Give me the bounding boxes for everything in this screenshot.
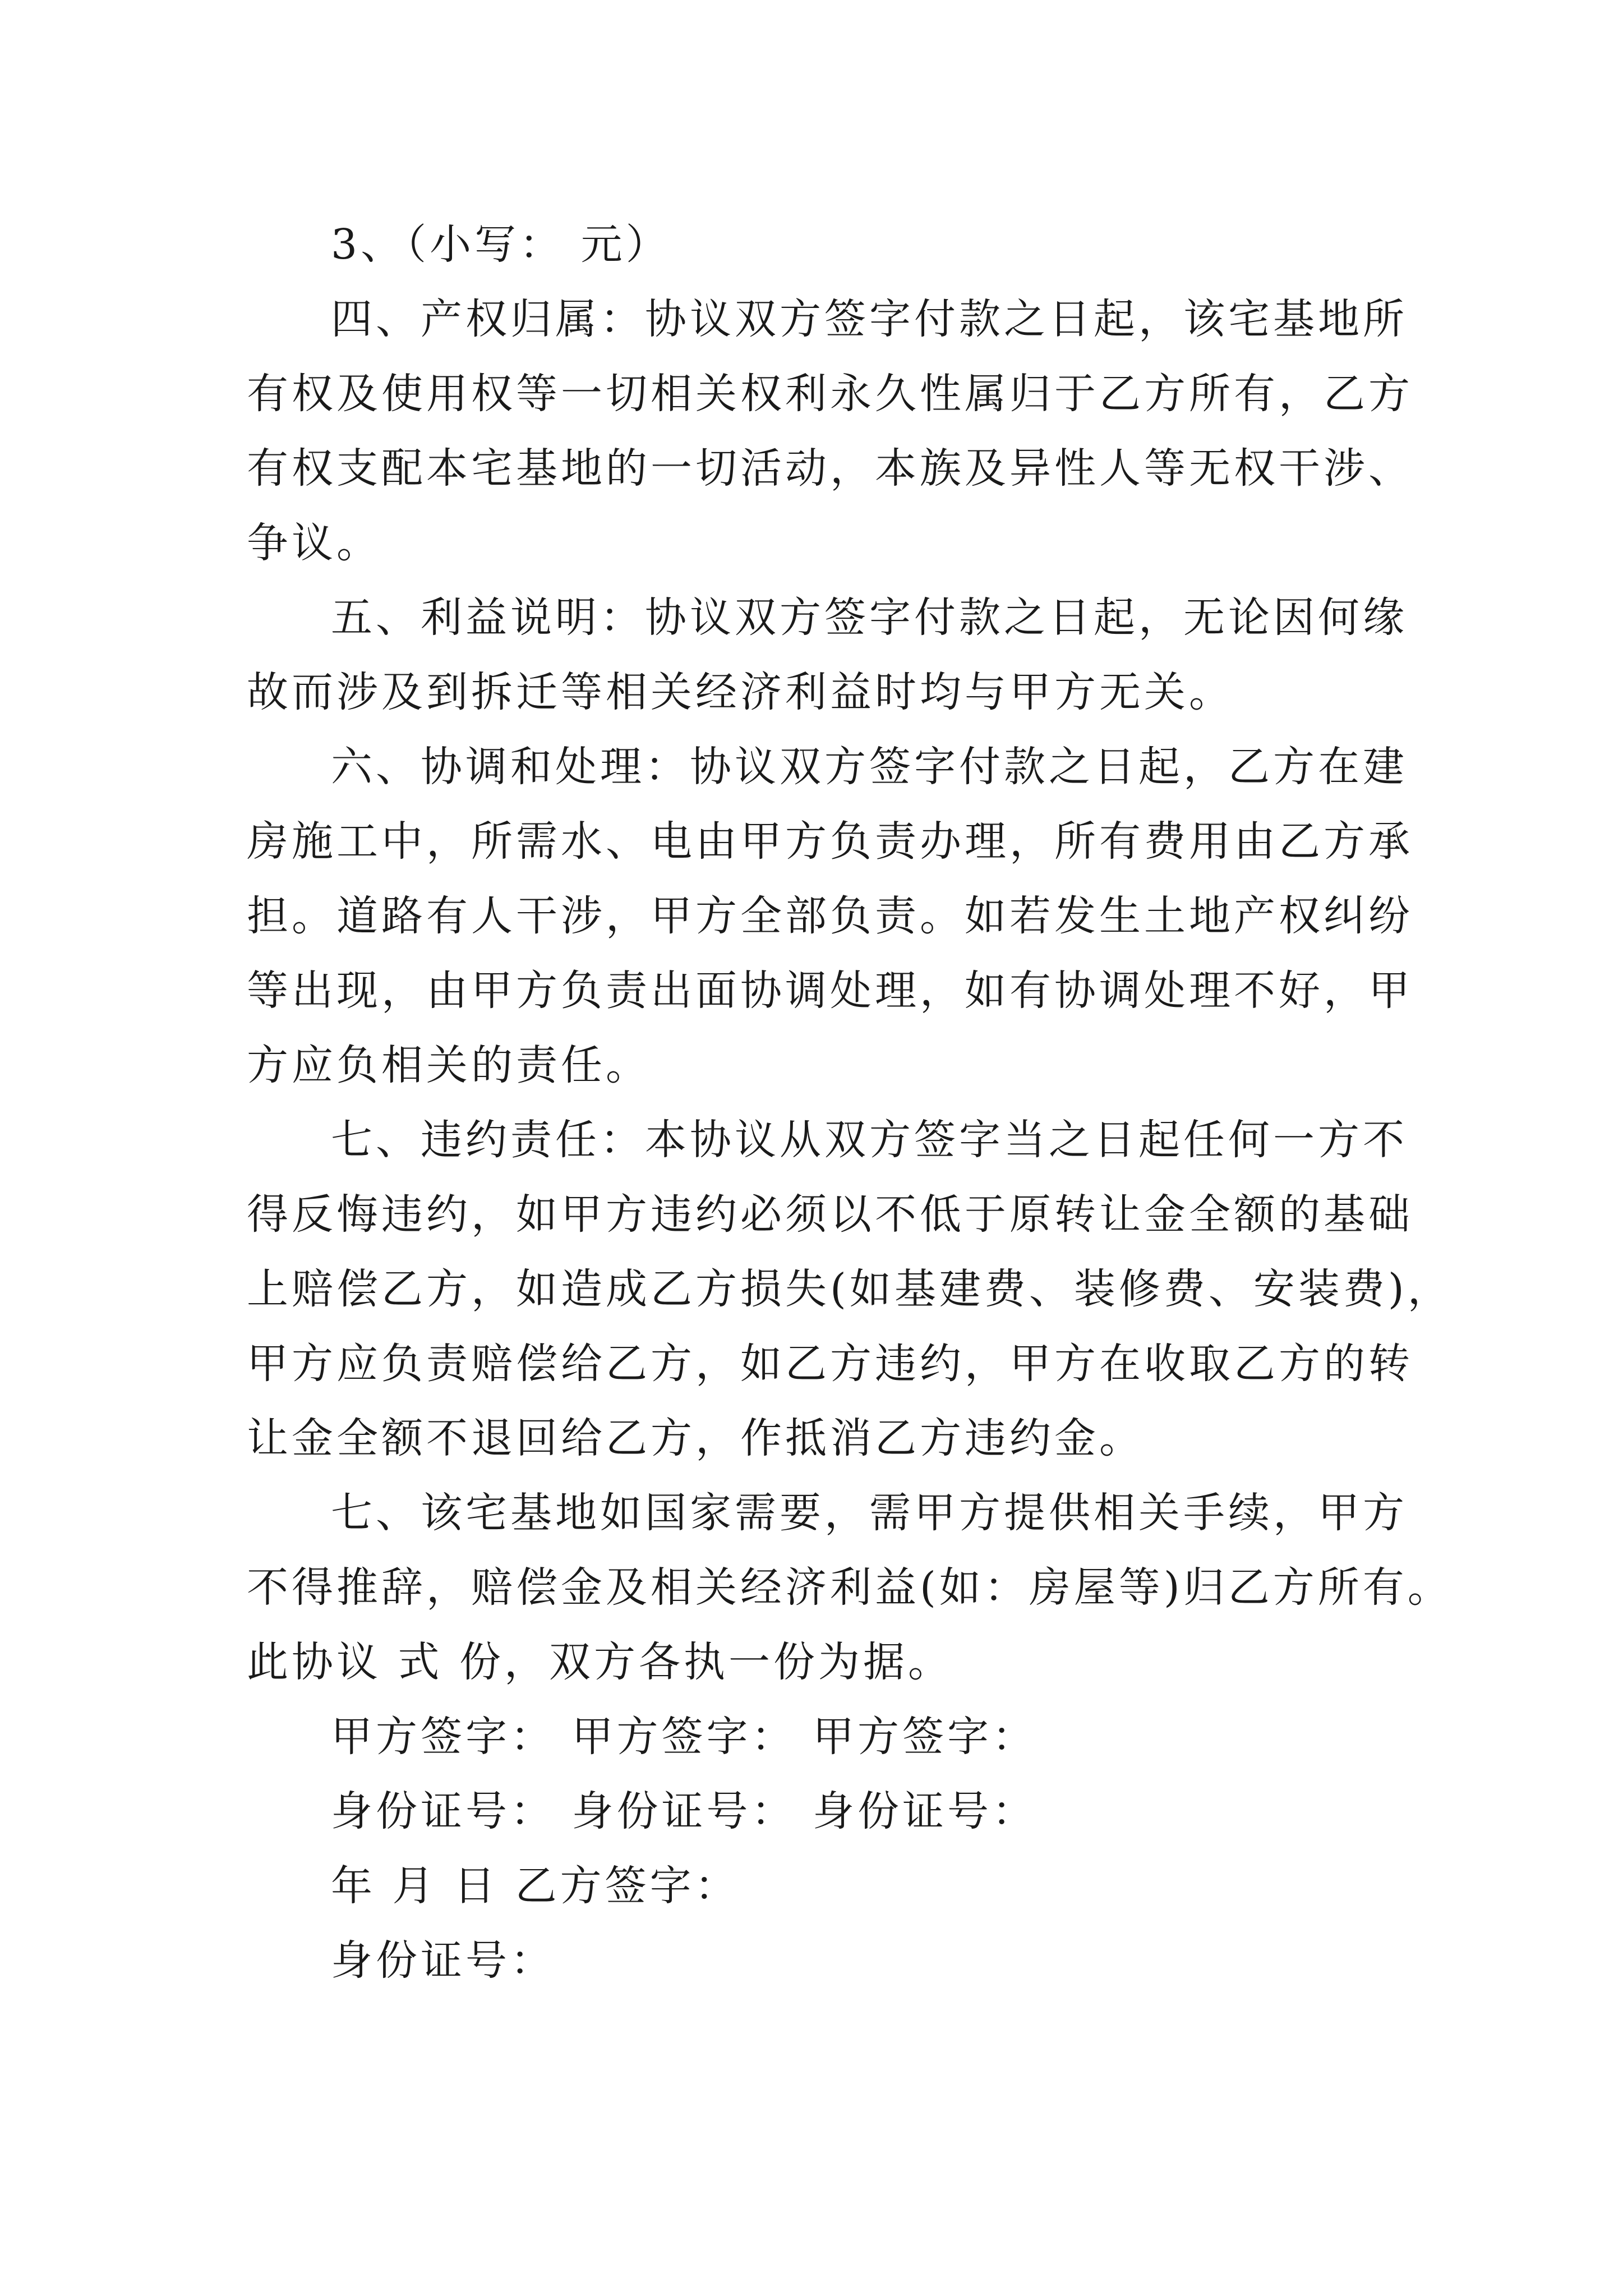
clause-5-line-2: 故而涉及到拆迁等相关经济利益时均与甲方无关。 xyxy=(247,668,1234,716)
clause-7-line-1: 七、违约责任：本协议从双方签字当之日起任何一方不 xyxy=(331,1116,1408,1164)
clause-7-line-5: 让金全额不退回给乙方，作抵消乙方违约金。 xyxy=(247,1414,1144,1462)
clause-3-amount-line: 3、（小写： 元） xyxy=(331,220,671,269)
clause-4-line-3: 有权支配本宅基地的一切活动，本族及异性人等无权干涉、 xyxy=(247,444,1413,493)
document-body xyxy=(247,208,1453,1998)
clause-6-line-3: 担。道路有人干涉，甲方全部负责。如若发生土地产权纠纷 xyxy=(247,892,1413,940)
clause-6-line-2: 房施工中，所需水、电由甲方负责办理，所有费用由乙方承 xyxy=(247,817,1413,866)
clause-7-line-4: 甲方应负责赔偿给乙方，如乙方违约，甲方在收取乙方的转 xyxy=(247,1340,1413,1388)
party-b-id-number: 身份证号： xyxy=(331,1936,555,1985)
clause-5-line-1: 五、利益说明：协议双方签字付款之日起，无论因何缘 xyxy=(331,593,1408,642)
clause-7b-line-1: 七、该宅基地如国家需要，需甲方提供相关手续，甲方 xyxy=(331,1489,1408,1537)
clause-4-line-1: 四、产权归属：协议双方签字付款之日起，该宅基地所 xyxy=(331,295,1408,343)
party-a-id-numbers: 身份证号： 身份证号： 身份证号： xyxy=(331,1787,1038,1835)
clause-6-line-4: 等出现，由甲方负责出面协调处理，如有协调处理不好，甲 xyxy=(247,967,1413,1015)
clause-7b-line-2: 不得推辞，赔偿金及相关经济利益(如：房屋等)归乙方所有。 xyxy=(247,1563,1453,1612)
clause-6-line-5: 方应负相关的责任。 xyxy=(247,1041,651,1089)
clause-6-line-1: 六、协调和处理：协议双方签字付款之日起，乙方在建 xyxy=(331,743,1408,791)
date-and-party-b-signature: 年 月 日 乙方签字： xyxy=(331,1862,740,1910)
copies-statement: 此协议 式 份，双方各执一份为据。 xyxy=(247,1638,953,1686)
clause-4-line-2: 有权及使用权等一切相关权利永久性属归于乙方所有，乙方 xyxy=(247,370,1413,418)
clause-4-line-4: 争议。 xyxy=(247,519,381,567)
party-a-signatures: 甲方签字： 甲方签字： 甲方签字： xyxy=(331,1713,1038,1761)
clause-7-line-3: 上赔偿乙方，如造成乙方损失(如基建费、装修费、安装费)， xyxy=(247,1265,1453,1313)
clause-7-line-2: 得反悔违约，如甲方违约必须以不低于原转让金全额的基础 xyxy=(247,1190,1413,1239)
